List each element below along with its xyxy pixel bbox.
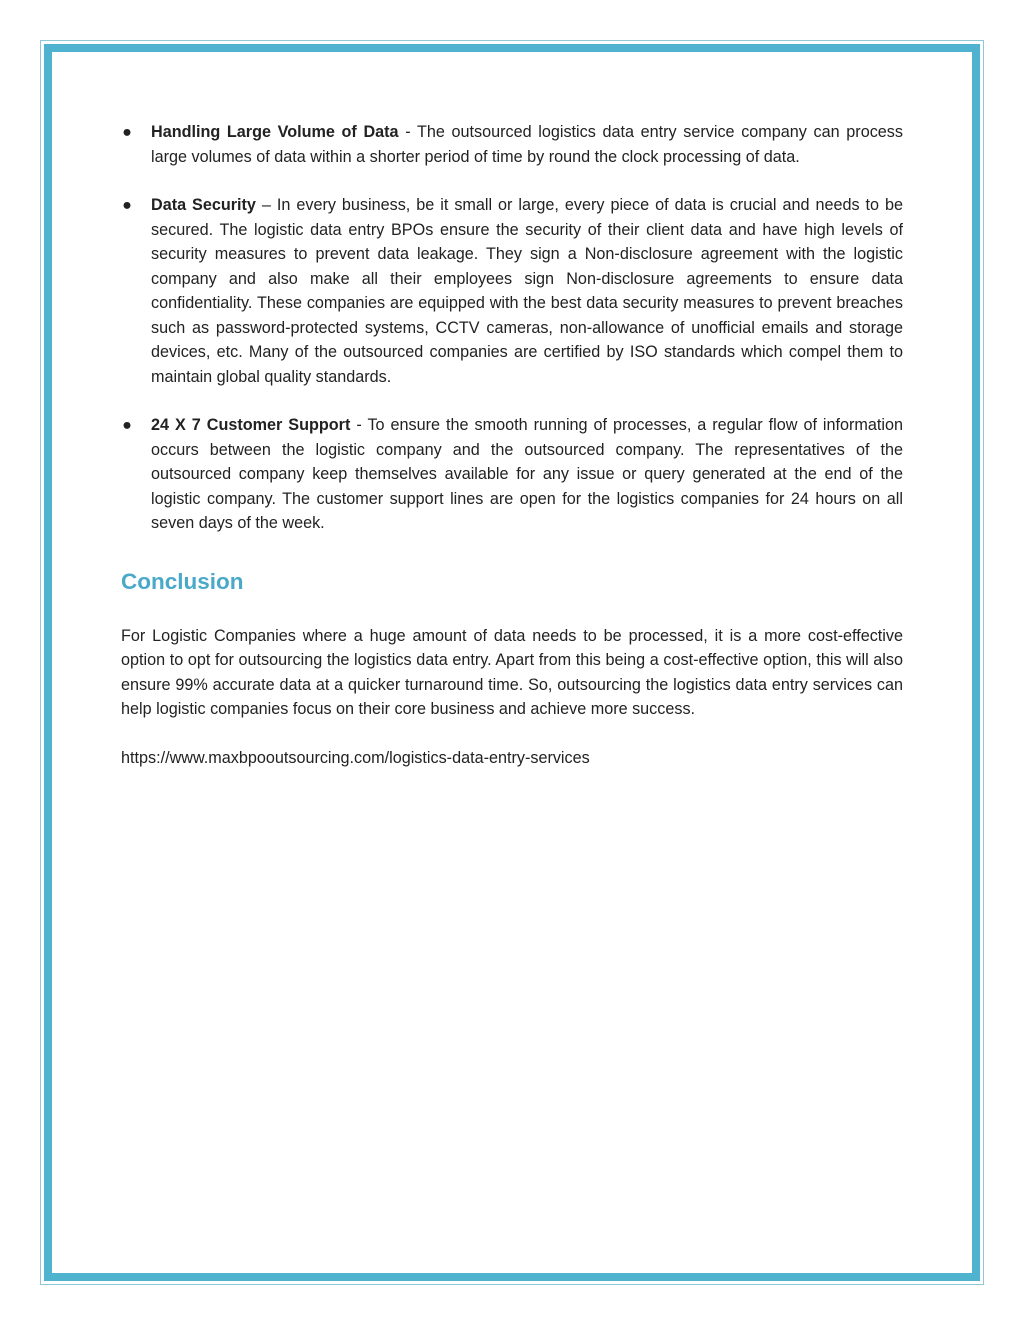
document-content [121,120,903,770]
bullet-item-customer-support [121,413,903,536]
bullet-separator: – [255,196,277,214]
bullet-icon: ● [122,416,132,434]
conclusion-heading: Conclusion [121,568,244,594]
conclusion-paragraph: For Logistic Companies where a huge amount of data needs to be processed, it is a more cost-effective option to opt for outsourcing the logistics data entry. Apart from this being a cost-effective option, this will also ensure 99% accurate data at a quicker turnaround time. So, outsourcing the logistics data entry services can help logistic companies focus on their core business and achieve more success. [121,626,903,718]
bullet-text: To ensure the smooth running of processes, a regular flow of information occurs between the logistic company and the outsourced company. The representatives of the outsourced company keep themselves available for any issue or query generated at the end of the logistic company. The customer support lines are open for the logistics companies for 24 hours on all seven days of the week. [151,416,904,532]
bullet-text: The outsourced logistics data entry service company can process large volumes of data within a shorter period of time by round the clock processing of data. [151,123,903,166]
bullet-text: In every business, be it small or large, every piece of data is crucial and needs to be secured. The logistic data entry BPOs ensure the security of their client data and have high levels of security measures to prevent data leakage. They sign a Non-disclosure agreement with the logistic company and also make all their employees sign Non-disclosure agreements to ensure data confidentiality. These companies are equipped with the best data security measures to prevent breaches such as password-protected systems, CCTV cameras, non-allowance of unofficial emails and storage devices, etc. Many of the outsourced companies are certified by ISO standards which compel them to maintain global quality standards. [151,196,903,386]
bullet-separator: - [398,123,417,141]
bullet-term: Handling Large Volume of Data [151,123,399,141]
bullet-icon: ● [122,123,132,141]
bullet-item-data-security [121,193,903,389]
bullet-separator: - [350,416,368,434]
bullet-icon: ● [122,196,132,214]
source-url-link[interactable]: https://www.maxbpooutsourcing.com/logistics-data-entry-services [121,748,590,767]
bullet-item-large-volume [121,120,903,169]
bullet-term: Data Security [151,196,256,214]
bullet-term: 24 X 7 Customer Support [151,416,351,434]
